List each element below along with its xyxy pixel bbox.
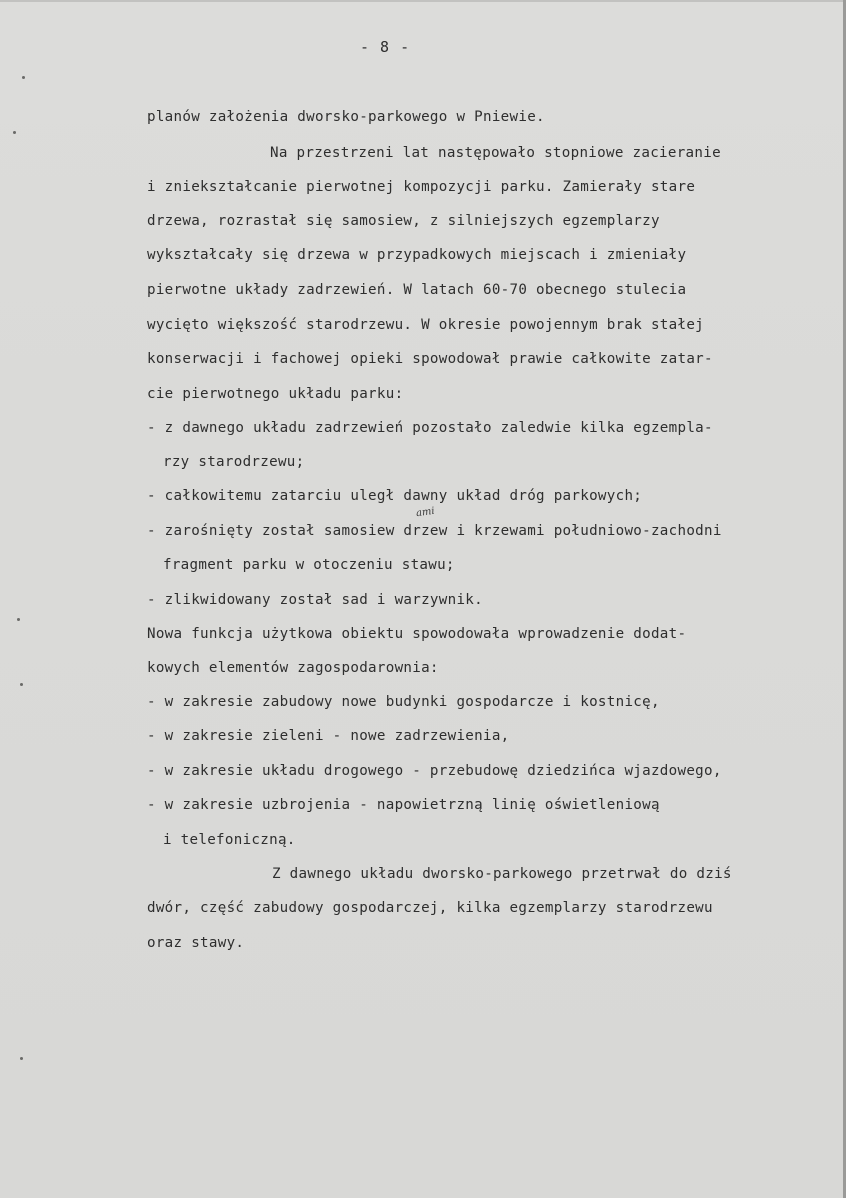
text-line: cie pierwotnego układu parku: — [147, 386, 404, 402]
paper-speck — [20, 1057, 23, 1060]
list-item-line: - zlikwidowany został sad i warzywnik. — [147, 592, 483, 608]
text-line: drzewa, rozrastał się samosiew, z silniejszych egzemplarzy — [147, 213, 660, 229]
text-line: Nowa funkcja użytkowa obiektu spowodowała wprowadzenie dodat- — [147, 626, 687, 642]
paper-speck — [17, 618, 20, 621]
text-line: pierwotne układy zadrzewień. W latach 60-70 obecnego stulecia — [147, 282, 687, 298]
text-line: Z dawnego układu dworsko-parkowego przetrwał do dziś — [272, 866, 732, 882]
page-top-edge — [0, 0, 846, 2]
list-item-line: - w zakresie układu drogowego - przebudowę dziedzińca wjazdowego, — [147, 763, 722, 779]
handwritten-correction: ami — [415, 505, 436, 520]
text-line: wycięto większość starodrzewu. W okresie powojennym brak stałej — [147, 317, 705, 333]
list-item-line: - całkowitemu zatarciu uległ dawny układ dróg parkowych; — [147, 488, 643, 504]
text-line: dwór, część zabudowy gospodarczej, kilka egzemplarzy starodrzewu — [147, 900, 713, 916]
list-item-line: - w zakresie uzbrojenia - napowietrzną linię oświetleniową — [147, 797, 660, 813]
text-line: i zniekształcanie pierwotnej kompozycji parku. Zamierały stare — [147, 179, 696, 195]
text-line: kowych elementów zagospodarownia: — [147, 660, 439, 676]
text-line: konserwacji i fachowej opieki spowodował prawie całkowite zatar- — [147, 351, 713, 367]
paper-speck — [13, 131, 16, 134]
list-item-line: - w zakresie zabudowy nowe budynki gospodarcze i kostnicę, — [147, 694, 660, 710]
text-line: wykształcały się drzewa w przypadkowych miejscach i zmieniały — [147, 247, 687, 263]
list-item-line: fragment parku w otoczeniu stawu; — [163, 557, 455, 573]
page-number: - 8 - — [360, 38, 411, 56]
paper-speck — [22, 76, 25, 79]
text-line: planów założenia dworsko-parkowego w Pniewie. — [147, 109, 545, 125]
list-item-line: - zarośnięty został samosiew drzew i krzewami południowo-zachodni — [147, 523, 722, 539]
paper-speck — [20, 683, 23, 686]
text-line: oraz stawy. — [147, 935, 245, 951]
list-item-line: rzy starodrzewu; — [163, 454, 305, 470]
text-line: Na przestrzeni lat następowało stopniowe zacieranie — [270, 145, 721, 161]
list-item-line: - z dawnego układu zadrzewień pozostało zaledwie kilka egzempla- — [147, 420, 713, 436]
list-item-line: i telefoniczną. — [163, 832, 296, 848]
list-item-line: - w zakresie zieleni - nowe zadrzewienia, — [147, 728, 510, 744]
